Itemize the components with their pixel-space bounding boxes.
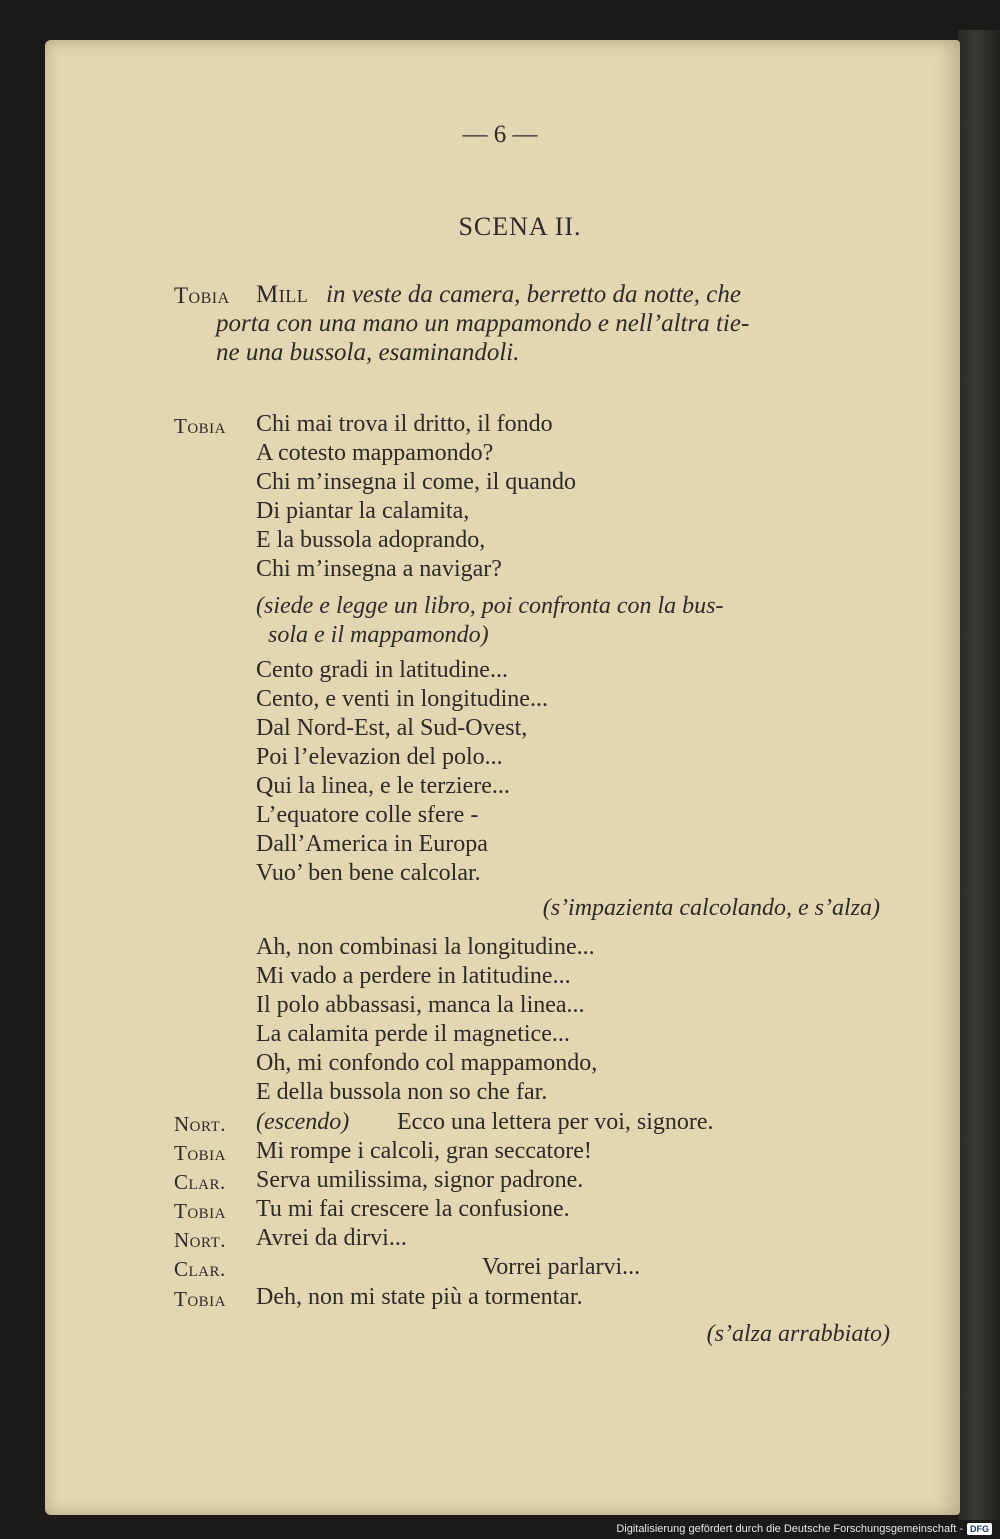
dialogue-line: Tu mi fai crescere la confusione. — [256, 1196, 570, 1222]
intro-name: Mill — [256, 281, 309, 308]
verse-line: Cento, e venti in longitudine... — [256, 686, 548, 712]
speaker-label: Tobia — [174, 414, 226, 438]
speaker-label: Clar. — [174, 1170, 226, 1194]
dialogue-line: Deh, non mi state più a tormentar. — [256, 1284, 583, 1310]
verse-line: Chi m’insegna il come, il quando — [256, 469, 576, 495]
speaker-label: Nort. — [174, 1112, 227, 1136]
intro-line-3: ne una bussola, esaminandoli. — [216, 339, 520, 366]
verse-line: La calamita perde il magnetice... — [256, 1021, 570, 1047]
verse-line: Mi vado a perdere in latitudine... — [256, 963, 571, 989]
verse-line: E la bussola adoprando, — [256, 527, 486, 553]
verse-line: Chi mai trova il dritto, il fondo — [256, 411, 553, 437]
stage-direction: sola e il mappamondo) — [268, 622, 489, 648]
verse-line: Dal Nord-Est, al Sud-Ovest, — [256, 715, 528, 741]
speaker-label: Tobia — [174, 1199, 226, 1223]
verse-line: Oh, mi confondo col mappamondo, — [256, 1050, 598, 1076]
stage-direction: (siede e legge un libro, poi confronta con la bus- — [256, 593, 724, 619]
verse-line: Ah, non combinasi la longitudine... — [256, 934, 595, 960]
dialogue-line: Mi rompe i calcoli, gran seccatore! — [256, 1138, 592, 1164]
footer-text: Digitalisierung gefördert durch die Deutsche Forschungsgemeinschaft - — [616, 1523, 963, 1535]
speaker-label: Tobia — [174, 1141, 226, 1165]
verse-line: Il polo abbassasi, manca la linea... — [256, 992, 585, 1018]
verse-line: Chi m’insegna a navigar? — [256, 556, 502, 582]
verse-line: Dall’America in Europa — [256, 831, 488, 857]
dialogue-line: Serva umilissima, signor padrone. — [256, 1167, 584, 1193]
dialogue-line: Vorrei parlarvi... — [482, 1254, 641, 1280]
verse-line: L’equatore colle sfere - — [256, 802, 479, 828]
verse-line: Di piantar la calamita, — [256, 498, 470, 524]
dialogue-line: Avrei da dirvi... — [256, 1225, 407, 1251]
book-spine — [958, 30, 1000, 1520]
page-number: — 6 — — [462, 121, 538, 148]
intro-speaker: Tobia — [174, 283, 230, 308]
verse-line: E della bussola non so che far. — [256, 1079, 548, 1105]
stage-direction: (s’impazienta calcolando, e s’alza) — [542, 895, 880, 921]
verse-line: A cotesto mappamondo? — [256, 440, 494, 466]
stage-direction: (s’alza arrabbiato) — [706, 1321, 890, 1347]
speaker-label: Nort. — [174, 1228, 227, 1252]
stage-direction: (escendo) — [256, 1109, 350, 1135]
intro-line-1: in veste da camera, berretto da notte, che — [326, 281, 741, 308]
dialogue-line: Ecco una lettera per voi, signore. — [397, 1109, 714, 1135]
speaker-label: Clar. — [174, 1257, 226, 1281]
verse-line: Vuo’ ben bene calcolar. — [256, 860, 481, 886]
scene-heading: SCENA II. — [458, 212, 582, 241]
verse-line: Qui la linea, e le terziere... — [256, 773, 510, 799]
intro-line-2: porta con una mano un mappamondo e nell’altra tie- — [216, 310, 750, 337]
dfg-logo: DFG — [967, 1523, 992, 1535]
verse-line: Cento gradi in latitudine... — [256, 657, 508, 683]
digitization-footer — [616, 1523, 992, 1535]
verse-line: Poi l’elevazion del polo... — [256, 744, 503, 770]
speaker-label: Tobia — [174, 1287, 226, 1311]
